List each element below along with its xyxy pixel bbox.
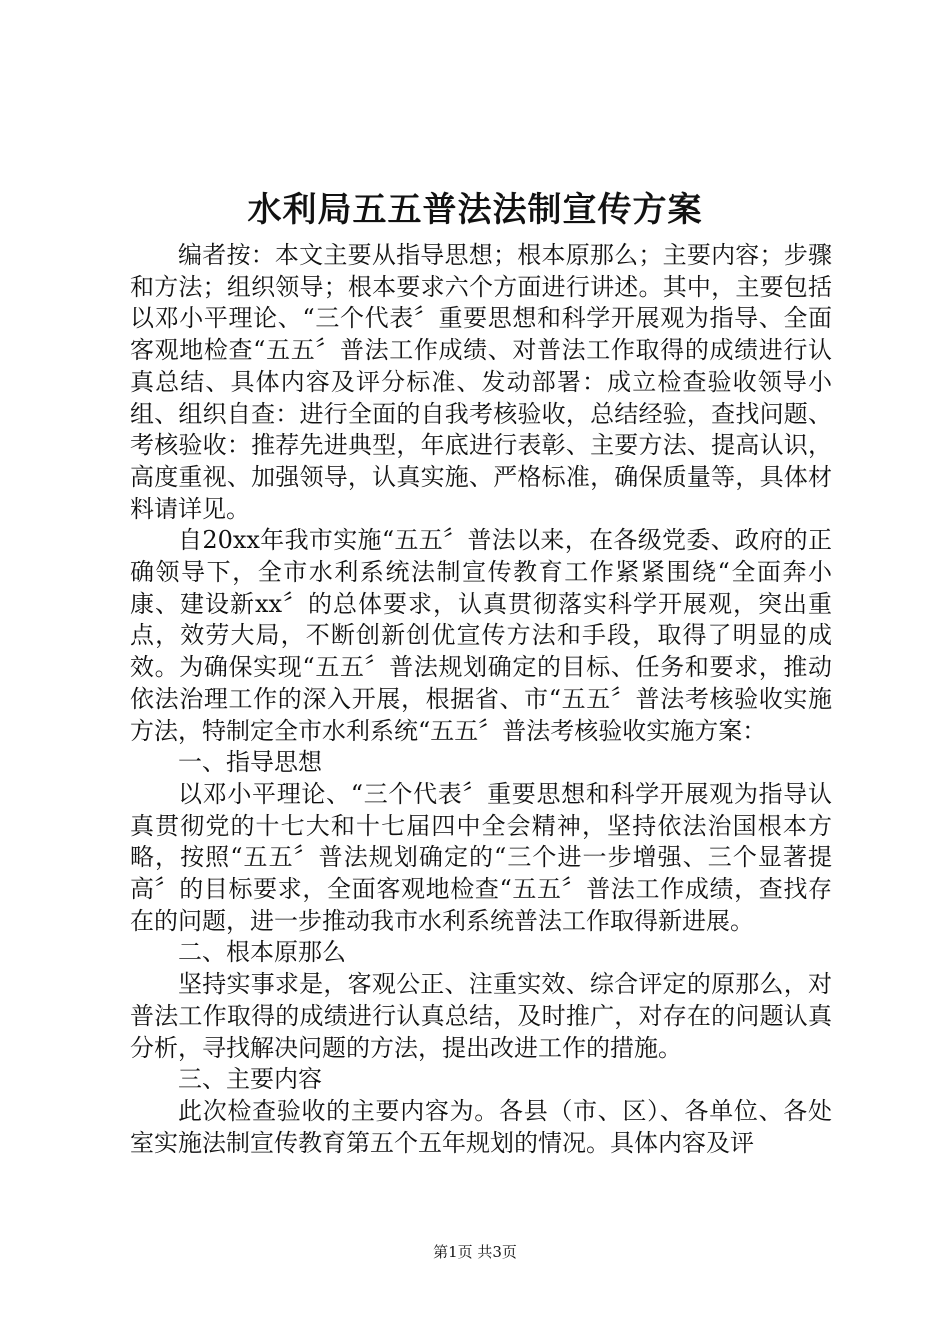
basic-principles-paragraph: 坚持实事求是，客观公正、注重实效、综合评定的原那么，对普法工作取得的成绩进行认真总结，及时推广，对存在的问题认真分析，寻找解决问题的方法，提出改进工作的措施。: [130, 970, 832, 1062]
section-heading-guiding-ideology: 一、指导思想: [178, 748, 322, 777]
page-footer: 第1页 共3页: [433, 1243, 517, 1261]
guiding-ideology-paragraph: 以邓小平理论、“三个代表〞重要思想和科学开展观为指导认真贯彻党的十七大和十七届四中全会精神，坚持依法治国根本方略，按照“五五〞普法规划确定的“三个进一步增强、三个显著提高〞的目标要求，全面客观地检查“五五〞普法工作成绩，查找存在的问题，进一步推动我市水利系统普法工作取得新进展。: [130, 779, 832, 935]
document-body: [130, 240, 832, 1159]
editor-note-paragraph: 编者按：本文主要从指导思想；根本原那么；主要内容；步骤和方法；组织领导；根本要求六个方面进行讲述。其中，主要包括以邓小平理论、“三个代表〞重要思想和科学开展观为指导、全面客观地检查“五五〞普法工作成绩、对普法工作取得的成绩进行认真总结、具体内容及评分标准、发动部署：成立检查验收领导小组、组织自查：进行全面的自我考核验收，总结经验，查找问题、考核验收：推荐先进典型，年底进行表彰、主要方法、提高认识，高度重视、加强领导，认真实施、严格标准，确保质量等，具体材料请详见。: [130, 241, 832, 523]
main-content-paragraph: 此次检查验收的主要内容为。各县（市、区）、各单位、各处室实施法制宣传教育第五个五年规划的情况。具体内容及评: [130, 1096, 832, 1157]
section-heading-basic-principles: 二、根本原那么: [178, 938, 346, 967]
document-title: 水利局五五普法法制宣传方案: [247, 190, 703, 230]
section-heading-main-content: 三、主要内容: [178, 1065, 322, 1094]
intro-paragraph: 自20xx年我市实施“五五〞普法以来，在各级党委、政府的正确领导下，全市水利系统法制宣传教育工作紧紧围绕“全面奔小康、建设新xx〞的总体要求，认真贯彻落实科学开展观，突出重点，效劳大局，不断创新创优宣传方法和手段，取得了明显的成效。为确保实现“五五〞普法规划确定的目标、任务和要求，推动依法治理工作的深入开展，根据省、市“五五〞普法考核验收实施方法，特制定全市水利系统“五五〞普法考核验收实施方案：: [130, 526, 832, 745]
